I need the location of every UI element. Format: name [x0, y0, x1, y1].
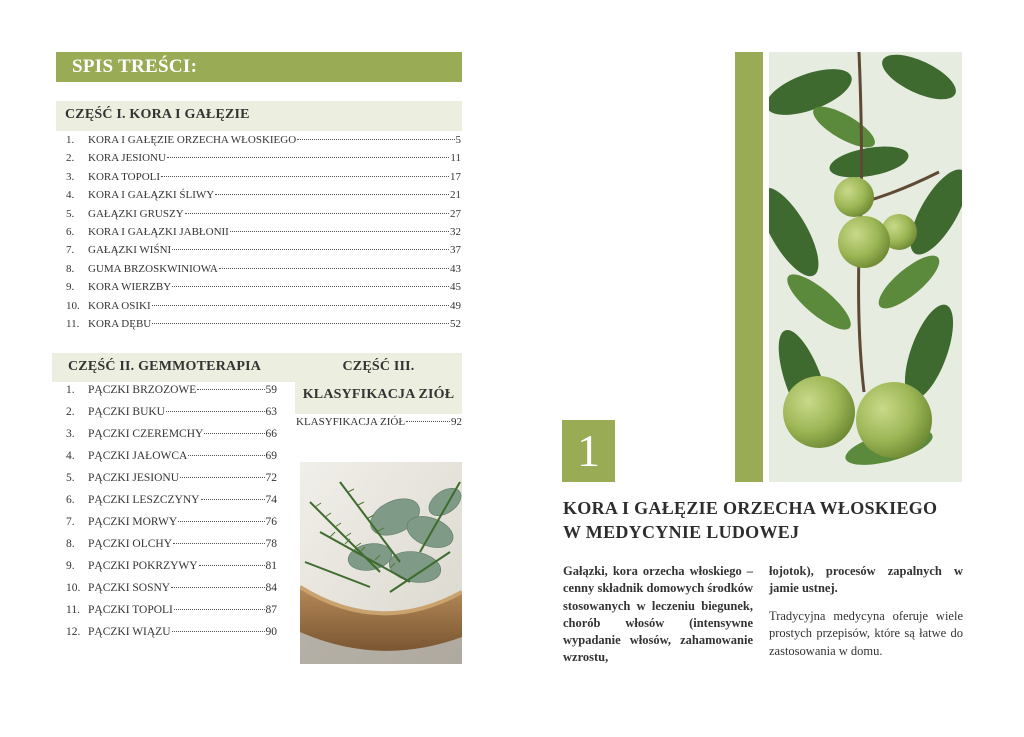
toc-entry-number: 10.: [66, 299, 80, 312]
toc-entry-page: 84: [265, 582, 277, 594]
chapter-lead-column1: Gałązki, kora orzecha włoskiego – cenny składnik domowych środków stosowanych w leczeniu biegunek, chorób włosów (intensywne wypadanie włosów, zahamowanie wzrostu,: [563, 564, 753, 665]
toc-entry-leader-dots: [188, 455, 264, 456]
toc-entry-page: 92: [451, 416, 462, 428]
toc-entry-title: PĄCZKI CZEREMCHY: [88, 428, 204, 440]
toc-title: SPIS TREŚCI:: [72, 56, 198, 77]
part3-heading-band: [295, 353, 462, 414]
toc-entry-page: 5: [455, 134, 461, 146]
toc-entry[interactable]: [66, 560, 277, 582]
toc-entry-leader-dots: [197, 389, 264, 390]
toc-entry-page: 43: [450, 262, 461, 275]
toc-entry-leader-dots: [185, 213, 449, 214]
toc-entry-number: 8.: [66, 262, 75, 275]
toc-entry[interactable]: [66, 281, 461, 299]
toc-entry-title: PĄCZKI BRZOZOWE: [88, 384, 197, 396]
toc-entry-leader-dots: [172, 249, 449, 250]
toc-entry-leader-dots: [172, 631, 265, 632]
walnut-illustration: [769, 52, 962, 482]
toc-entry[interactable]: [66, 428, 277, 450]
toc-entry-leader-dots: [171, 587, 264, 588]
part1-toc-list: [66, 134, 461, 336]
toc-entry[interactable]: [66, 626, 277, 648]
toc-entry[interactable]: [66, 384, 277, 406]
toc-entry-leader-dots: [219, 268, 449, 269]
toc-entry-leader-dots: [230, 231, 449, 232]
toc-entry-title: KORA TOPOLI: [88, 170, 161, 183]
toc-entry-title: KORA WIERZBY: [88, 281, 172, 294]
toc-entry[interactable]: [296, 416, 462, 434]
toc-entry-page: 32: [450, 225, 461, 238]
toc-entry-number: 1.: [66, 384, 75, 396]
toc-entry-title: PĄCZKI BUKU: [88, 406, 165, 418]
toc-entry[interactable]: [66, 226, 461, 244]
toc-entry[interactable]: [66, 450, 277, 472]
toc-entry-title: PĄCZKI JESIONU: [88, 472, 180, 484]
toc-entry[interactable]: [66, 516, 277, 538]
toc-entry-number: 3.: [66, 428, 75, 440]
toc-entry-page: 45: [450, 281, 461, 294]
toc-entry-page: 27: [450, 207, 461, 220]
toc-entry-number: 12.: [66, 626, 81, 638]
toc-entry[interactable]: [66, 318, 461, 336]
toc-entry[interactable]: [66, 300, 461, 318]
herb-bowl-photo: [300, 462, 462, 664]
toc-entry-title: PĄCZKI OLCHY: [88, 538, 173, 550]
toc-entry-page: 66: [265, 428, 277, 440]
toc-entry[interactable]: [66, 582, 277, 604]
toc-entry-number: 9.: [66, 281, 75, 294]
toc-entry-title: GAŁĄZKI WIŚNI: [88, 244, 172, 257]
toc-entry-number: 11.: [66, 604, 80, 616]
part3-heading-line2: KLASYFIKACJA ZIÓŁ: [302, 387, 455, 402]
toc-entry-title: KORA OSIKI: [88, 299, 151, 312]
toc-entry-title: GAŁĄZKI GRUSZY: [88, 207, 184, 220]
toc-entry-page: 78: [265, 538, 277, 550]
part1-heading: CZĘŚĆ I. KORA I GAŁĘZIE: [65, 107, 250, 122]
toc-entry-number: 11.: [66, 317, 80, 330]
toc-entry[interactable]: [66, 189, 461, 207]
chapter-title: [563, 496, 963, 544]
toc-entry-page: 37: [450, 244, 461, 257]
toc-entry-page: 72: [265, 472, 277, 484]
toc-entry-title: PĄCZKI MORWY: [88, 516, 178, 528]
toc-entry-page: 17: [450, 170, 461, 183]
toc-entry-number: 10.: [66, 582, 81, 594]
part1-heading-band: [56, 101, 462, 131]
toc-entry[interactable]: [66, 171, 461, 189]
toc-entry-page: 21: [450, 189, 461, 202]
toc-entry-leader-dots: [173, 543, 264, 544]
toc-entry-number: 2.: [66, 406, 75, 418]
toc-entry-page: 69: [265, 450, 277, 462]
toc-entry-title: KORA I GAŁĘZIE ORZECHA WŁOSKIEGO: [88, 134, 297, 146]
toc-entry-leader-dots: [166, 411, 265, 412]
toc-entry-leader-dots: [152, 323, 449, 324]
chapter-title-line2: W MEDYCYNIE LUDOWEJ: [563, 522, 800, 542]
toc-entry-title: GUMA BRZOSKWINIOWA: [88, 262, 218, 275]
toc-entry-title: KORA JESIONU: [88, 152, 166, 165]
toc-entry-number: 5.: [66, 207, 75, 220]
toc-entry-page: 76: [265, 516, 277, 528]
toc-entry-number: 3.: [66, 170, 75, 183]
toc-entry-title: PĄCZKI POKRZYWY: [88, 560, 198, 572]
part2-toc-list: [66, 384, 277, 648]
toc-entry-number: 5.: [66, 472, 75, 484]
toc-entry-leader-dots: [161, 176, 449, 177]
toc-entry-leader-dots: [152, 305, 449, 306]
toc-entry[interactable]: [66, 208, 461, 226]
toc-entry-page: 87: [265, 604, 277, 616]
part3-toc-list: [296, 416, 462, 434]
toc-entry[interactable]: [66, 472, 277, 494]
chapter-number: 1: [577, 425, 600, 476]
toc-entry-title: PĄCZKI TOPOLI: [88, 604, 173, 616]
toc-entry-title: PĄCZKI JAŁOWCA: [88, 450, 188, 462]
toc-entry-title: KORA I GAŁĄZKI ŚLIWY: [88, 189, 215, 202]
toc-entry-number: 2.: [66, 152, 75, 165]
toc-entry-leader-dots: [201, 499, 265, 500]
toc-entry-page: 74: [265, 494, 277, 506]
toc-entry-title: KLASYFIKACJA ZIÓŁ: [296, 416, 406, 428]
toc-entry-page: 63: [265, 406, 277, 418]
herb-bowl-illustration: [300, 462, 462, 664]
toc-entry-number: 4.: [66, 450, 75, 462]
chapter-title-line1: KORA I GAŁĘZIE ORZECHA WŁOSKIEGO: [563, 498, 938, 518]
toc-entry-leader-dots: [174, 609, 265, 610]
part3-heading-line1: CZĘŚĆ III.: [342, 359, 415, 374]
chapter-body-column2: Tradycyjna medycyna oferuje wiele prostych przepisów, które są łatwe do zastosowania w domu.: [769, 609, 963, 658]
toc-entry-leader-dots: [297, 139, 454, 140]
toc-entry-page: 90: [265, 626, 277, 638]
toc-entry-leader-dots: [406, 421, 450, 422]
toc-entry-leader-dots: [167, 157, 449, 158]
part2-heading-band: [52, 353, 295, 382]
toc-entry[interactable]: [66, 263, 461, 281]
toc-entry-number: 8.: [66, 538, 75, 550]
toc-entry[interactable]: [66, 406, 277, 428]
chapter-number-box: [562, 420, 615, 482]
toc-entry-number: 6.: [66, 225, 75, 238]
toc-entry-number: 1.: [66, 134, 75, 146]
toc-entry-leader-dots: [178, 521, 264, 522]
toc-entry-leader-dots: [199, 565, 265, 566]
toc-title-banner: [56, 52, 462, 82]
toc-entry-page: 52: [450, 317, 461, 330]
toc-entry-page: 59: [265, 384, 277, 396]
toc-entry-page: 49: [450, 299, 461, 312]
toc-entry-page: 81: [265, 560, 277, 572]
toc-entry-number: 4.: [66, 189, 75, 202]
toc-entry[interactable]: [66, 604, 277, 626]
part2-heading: CZĘŚĆ II. GEMMOTERAPIA: [68, 359, 262, 374]
toc-entry-title: KORA I GAŁĄZKI JABŁONII: [88, 225, 229, 238]
toc-entry[interactable]: [66, 494, 277, 516]
toc-entry-number: 7.: [66, 516, 75, 528]
toc-entry-number: 7.: [66, 244, 75, 257]
toc-entry-leader-dots: [180, 477, 264, 478]
toc-entry[interactable]: [66, 538, 277, 560]
toc-entry[interactable]: [66, 134, 461, 152]
toc-entry-number: 6.: [66, 494, 75, 506]
toc-entry-title: PĄCZKI LESZCZYNY: [88, 494, 200, 506]
toc-entry-title: PĄCZKI WIĄZU: [88, 626, 171, 638]
toc-entry-title: KORA DĘBU: [88, 317, 152, 330]
toc-entry-number: 9.: [66, 560, 75, 572]
toc-entry-title: PĄCZKI SOSNY: [88, 582, 171, 594]
toc-entry-leader-dots: [204, 433, 264, 434]
walnut-tree-photo: [769, 52, 962, 482]
toc-entry-leader-dots: [172, 286, 449, 287]
toc-entry-leader-dots: [215, 194, 449, 195]
chapter-lead-column2: łojotok), procesów zapalnych w jamie ustnej.: [769, 564, 963, 596]
toc-entry[interactable]: [66, 152, 461, 170]
decorative-green-bar: [735, 52, 763, 482]
toc-entry[interactable]: [66, 244, 461, 262]
toc-entry-page: 11: [450, 152, 461, 165]
